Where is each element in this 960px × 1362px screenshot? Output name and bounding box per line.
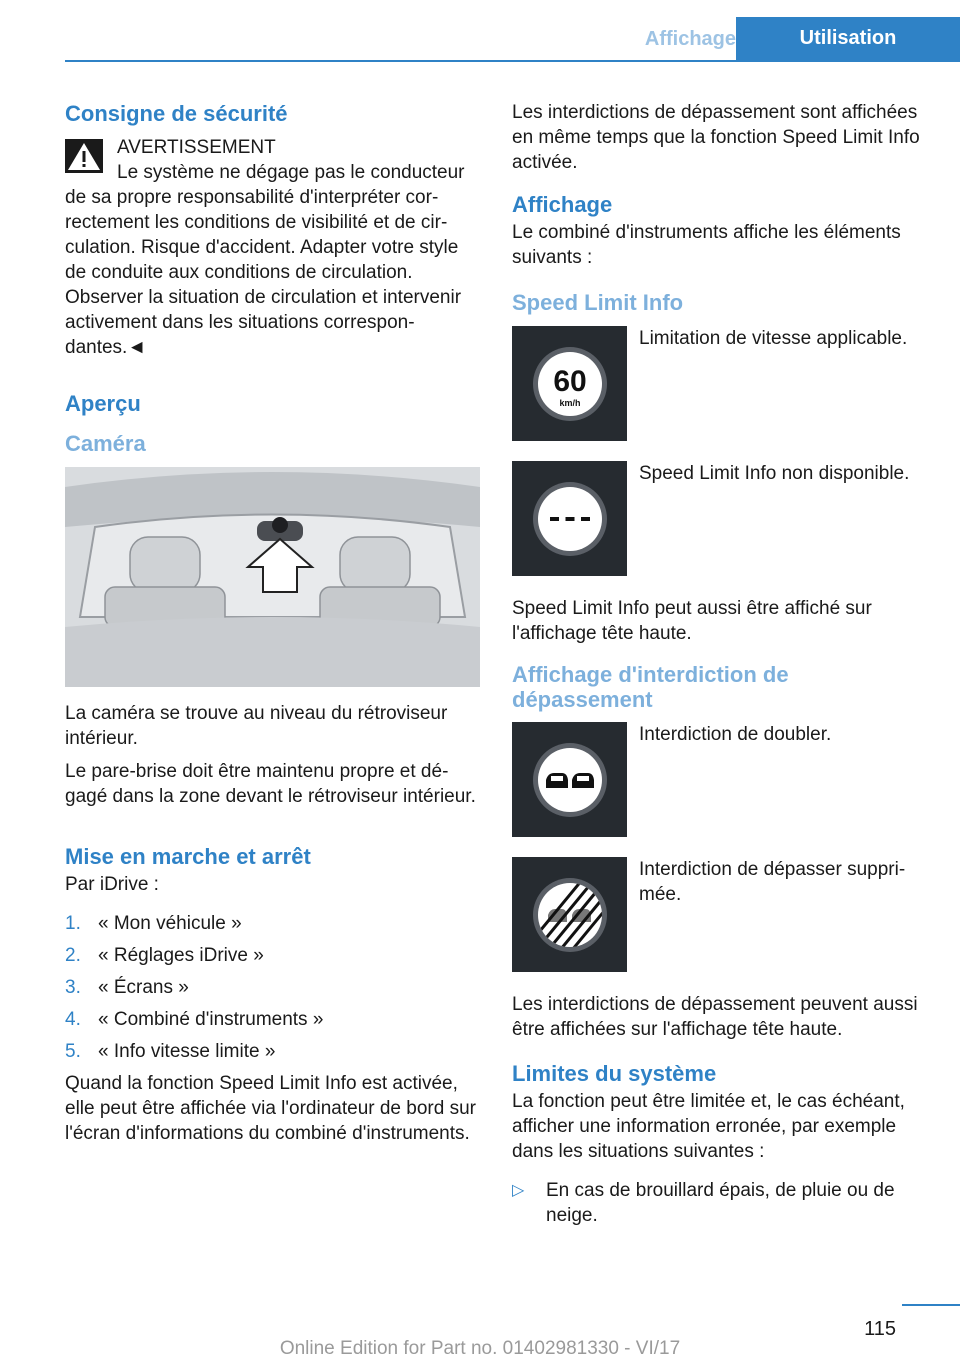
chapter-label: Utilisation [799,27,897,49]
end-no-passing-sign-icon [530,875,610,955]
page-header [0,0,960,62]
overview-heading: Aperçu [65,391,141,416]
sign-row-end-no-passing [512,857,932,972]
speed-unavailable-sign-icon [530,479,610,559]
left-column [65,100,480,1154]
sli-hud-text: Speed Limit Info peut aussi être affiché sur l'affichage tête haute. [512,598,872,644]
list-item: ▷ En cas de brouillard épais, de pluie ou de neige. [512,1180,895,1226]
display-heading: Affichage [512,192,613,217]
idrive-steps-list [65,911,480,1064]
limits-heading: Limites du système [512,1061,717,1086]
speed-limit-sign-icon [530,344,610,424]
section-tab: Affichage [644,28,736,50]
sli-heading: Speed Limit Info [512,290,684,315]
warning-text: de sa propre responsabilité d'interpréter correctement les conditions de visibilité et de circulation. Risque d'accident. Adapter votre style de conduite aux conditions de circulation. Observer la situation de circulation et intervenir activement dans les situations correspondantes.◄ [65,187,462,358]
no-passing-sign-icon [530,740,610,820]
safety-heading: Consigne de sécurité [65,101,288,126]
sign-row-no-passing [512,722,932,837]
sign1-text: Limitation de vitesse applicable. [639,328,908,349]
warning-block [65,135,480,360]
limits-text: La fonction peut être limitée et, le cas échéant, afficher une information erronée, par exemple dans les situations suivantes : [512,1091,905,1162]
svg-text:km/h: km/h [558,397,581,408]
list-item: 3. « Écrans » [65,977,189,998]
sign3-text: Interdiction de doubler. [639,724,832,745]
list-item: 2. « Réglages iDrive » [65,945,264,966]
warning-text-first: Le système ne dégage pas le conducteur [117,162,465,183]
limits-list [512,1178,932,1228]
camera-location-text: La caméra se trouve au niveau du rétroviseur intérieur. [65,703,448,749]
onoff-intro: Par iDrive : [65,874,159,895]
camera-heading: Caméra [65,431,146,456]
svg-text:60: 60 [552,364,587,398]
camera-clean-text: Le pare-brise doit être maintenu propre et dégagé dans la zone devant le rétroviseur intérieur. [65,761,476,807]
chapter-tab [736,17,960,60]
onoff-outro: Quand la fonction Speed Limit Info est activée, elle peut être affichée via l'ordinateur de bord sur l'écran d'informations du combiné d'instruments. [65,1073,476,1144]
sign-row-speed [512,326,932,441]
list-item: 5. « Info vitesse limite » [65,1041,276,1062]
camera-location-illustration [65,467,480,687]
page-number: 115 [864,1318,896,1340]
footer-rule [902,1304,960,1306]
sign4-text: Interdiction de dépasser supprimée. [639,859,906,905]
bullet-triangle-icon: ▷ [512,1182,525,1199]
onoff-heading: Mise en marche et arrêt [65,844,311,869]
no-passing-heading: Affichage d'interdiction de dépassement [512,662,789,712]
sign-row-unavailable [512,461,932,576]
list-item: 1. « Mon véhicule » [65,913,242,934]
no-passing-hud-text: Les interdictions de dépassement peuvent aussi être affichées sur l'affichage tête haute. [512,994,918,1040]
list-item: 4. « Combiné d'instruments » [65,1009,324,1030]
display-text: Le combiné d'instruments affiche les éléments suivants : [512,222,901,268]
warning-triangle-icon [65,139,103,173]
right-column [512,100,932,1228]
warning-label: AVERTISSEMENT [117,137,276,158]
header-rule [65,60,960,62]
sign2-text: Speed Limit Info non disponible. [639,463,910,484]
intro-text: Les interdictions de dépassement sont affichées en même temps que la fonction Speed Limit Info activée. [512,102,920,173]
edition-footer: Online Edition for Part no. 01402981330 - VI/17 [279,1338,681,1359]
